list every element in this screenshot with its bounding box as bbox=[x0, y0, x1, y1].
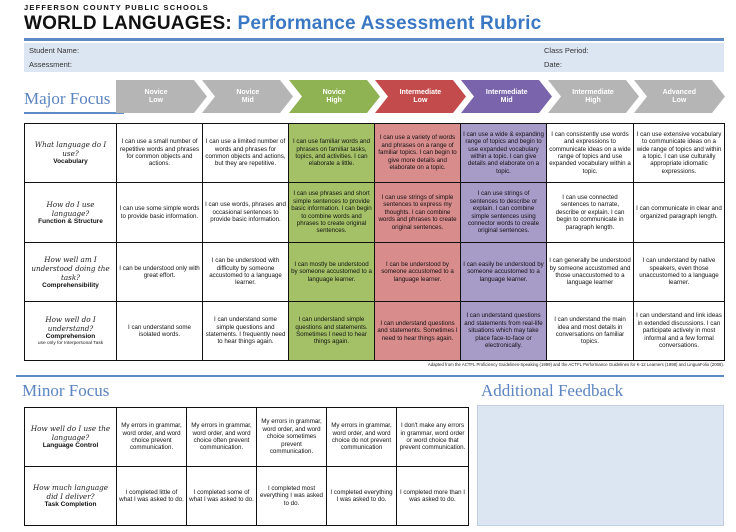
rubric-cell[interactable]: I can use familiar words and phrases on familiar tasks, topics, and activities. I can elaborate a little. bbox=[289, 124, 375, 183]
level-label bbox=[215, 89, 280, 105]
rubric-cell[interactable]: My errors in grammar, word order, and word choice prevent communication. bbox=[117, 408, 187, 467]
rubric-cell[interactable]: I can use a limited number of words and phrases for common objects and actions, but they are repetitive. bbox=[203, 124, 289, 183]
criterion-label: Function & Structure bbox=[38, 217, 103, 225]
title-sub: Performance Assessment Rubric bbox=[237, 13, 542, 34]
major-focus-table bbox=[24, 123, 725, 361]
rubric-cell[interactable]: My errors in grammar, word order, and word choice sometimes prevent communication. bbox=[257, 408, 327, 467]
criterion-question: How well do I use the language? bbox=[30, 424, 111, 442]
rubric-cell[interactable]: I can use connected sentences to narrate, describe or explain. I can begin to communicate in paragraph length. bbox=[547, 183, 634, 243]
rubric-cell[interactable]: I completed most everything I was asked to do. bbox=[257, 467, 327, 526]
source-note: Adapted from the ACTFL Proficiency Guidelines-Speaking (1999) and the ACTFL Performance Guidelines for K-12 Learners (1998) and LinguaFolio (2008). bbox=[427, 362, 724, 367]
level-arrow-6 bbox=[634, 80, 725, 113]
rubric-cell[interactable]: I can understand questions and statements from real-life situations which may take place face-to-face or electronically. bbox=[461, 302, 547, 361]
level-label-line1: Novice bbox=[144, 89, 168, 96]
rubric-cell[interactable]: My errors in grammar, word order, and word choice often prevent communication. bbox=[187, 408, 257, 467]
level-label bbox=[388, 89, 453, 105]
student-info-box bbox=[24, 43, 724, 72]
criterion-question: How much language did I deliver? bbox=[33, 483, 108, 501]
rubric-cell[interactable]: I can generally be understood by someone accustomed and those unaccustomed to a language learner bbox=[547, 243, 634, 302]
table-row bbox=[25, 183, 725, 243]
minor-focus-heading: Minor Focus bbox=[22, 381, 110, 400]
criterion-note: use only for Interpersonal Task bbox=[37, 341, 104, 346]
assessment-label: Assessment: bbox=[29, 60, 72, 69]
rubric-cell[interactable]: I can use strings of simple sentences to express my thoughts. I can combine words and phrases to create original sentences. bbox=[375, 183, 461, 243]
table-row bbox=[25, 124, 725, 183]
level-arrow-3 bbox=[375, 80, 466, 113]
rubric-cell[interactable]: I can easily be understood by someone accustomed to a language learner. bbox=[461, 243, 547, 302]
rubric-cell[interactable]: I can understand by native speakers, even those unaccustomed to a language learner. bbox=[634, 243, 725, 302]
criterion-question: How well am I understood doing the task? bbox=[31, 254, 110, 282]
criterion-label: Task Completion bbox=[44, 501, 97, 508]
criterion-cell bbox=[25, 408, 117, 467]
level-label-line1: Novice bbox=[236, 89, 260, 96]
bottom-rule bbox=[16, 375, 724, 377]
district-name: JEFFERSON COUNTY PUBLIC SCHOOLS bbox=[24, 3, 209, 12]
rubric-cell[interactable]: I can be understood by someone accustomed to a language learner. bbox=[375, 243, 461, 302]
major-focus-heading: Major Focus bbox=[24, 89, 111, 108]
student-name-label: Student Name: bbox=[29, 46, 80, 55]
criterion-cell bbox=[25, 183, 117, 243]
rubric-cell[interactable]: I can use a variety of words and phrases on a range of familiar topics. I can begin to give more details and elaborate on a topic. bbox=[375, 124, 461, 183]
level-label-line2: Mid bbox=[241, 97, 254, 104]
level-label bbox=[647, 89, 712, 105]
level-label-line2: Low bbox=[672, 97, 687, 104]
rubric-cell[interactable]: I don't make any errors in grammar, word order or word choice that prevent communication. bbox=[397, 408, 469, 467]
level-label-line1: Advanced bbox=[662, 89, 697, 96]
rubric-cell[interactable]: I can consistently use words and expressions to communicate ideas on a wide range of topics and use expanded vocabulary within a topic. bbox=[547, 124, 634, 183]
criterion-label: Comprehensibility bbox=[42, 281, 99, 289]
criterion-cell bbox=[25, 467, 117, 526]
level-arrow-2 bbox=[289, 80, 380, 113]
rubric-cell[interactable]: I completed some of what I was asked to do. bbox=[187, 467, 257, 526]
criterion-cell bbox=[25, 302, 117, 361]
level-arrow-5 bbox=[548, 80, 639, 113]
criterion-label: Vocabulary bbox=[53, 158, 88, 165]
additional-feedback-heading: Additional Feedback bbox=[481, 381, 624, 400]
rubric-cell[interactable]: I can communicate in clear and organized paragraph length. bbox=[634, 183, 725, 243]
level-label-line2: Low bbox=[149, 97, 163, 104]
level-arrow-0 bbox=[116, 80, 207, 113]
minor-focus-table bbox=[24, 407, 469, 526]
level-label-line1: Intermediate bbox=[399, 89, 442, 96]
table-row bbox=[25, 408, 469, 467]
criterion-cell bbox=[25, 243, 117, 302]
level-label-line1: Intermediate bbox=[485, 89, 528, 96]
rubric-cell[interactable]: I can use some simple words to provide basic information. bbox=[117, 183, 203, 243]
criterion-label: Language Control bbox=[42, 442, 99, 449]
rubric-cell[interactable]: I can use words, phrases and occasional sentences to provide basic information. bbox=[203, 183, 289, 243]
rubric-cell[interactable]: I can understand the main idea and most details in conversations on familiar topics. bbox=[547, 302, 634, 361]
table-row bbox=[25, 467, 469, 526]
rubric-cell[interactable]: I completed little of what I was asked to do. bbox=[117, 467, 187, 526]
criterion-question: How well do I understand? bbox=[45, 315, 96, 333]
rubric-cell[interactable]: I can use extensive vocabulary to communicate ideas on a wide range of topics and within a topic. I can use culturally appropriate idiomatic expressions. bbox=[634, 124, 725, 183]
level-label-line2: High bbox=[585, 97, 601, 104]
rubric-cell[interactable]: I can use a wide & expanding range of topics and begin to use expanded vocabulary within a topic. I can give details and elaborate on a topic. bbox=[461, 124, 547, 183]
level-label-line1: Novice bbox=[322, 89, 346, 96]
date-label: Date: bbox=[544, 60, 562, 69]
criterion-cell bbox=[25, 124, 117, 183]
rubric-cell[interactable]: I completed everything I was asked to do. bbox=[327, 467, 397, 526]
rubric-cell[interactable]: I can use phrases and short simple sentences to provide basic information. I can begin to combine words and phrases to create original sentences. bbox=[289, 183, 375, 243]
header-rule bbox=[24, 38, 724, 41]
rubric-cell[interactable]: My errors in grammar, word order, and word choice do not prevent communication bbox=[327, 408, 397, 467]
major-focus-rule bbox=[24, 112, 124, 114]
level-label-line2: Low bbox=[413, 97, 428, 104]
rubric-cell[interactable]: I can understand simple questions and statements. Sometimes I need to hear things again. bbox=[289, 302, 375, 361]
level-label bbox=[118, 89, 194, 105]
rubric-cell[interactable]: I can use a small number of repetitive words and phrases for common objects and actions. bbox=[117, 124, 203, 183]
title-main: WORLD LANGUAGES: bbox=[24, 13, 232, 34]
criterion-question: What language do I use? bbox=[34, 140, 107, 158]
rubric-cell[interactable]: I can be understood with difficulty by someone accustomed to a language learner. bbox=[203, 243, 289, 302]
class-period-label: Class Period: bbox=[544, 46, 589, 55]
additional-feedback-box[interactable] bbox=[477, 405, 724, 526]
rubric-cell[interactable]: I can understand questions and statements. Sometimes I need to hear things again. bbox=[375, 302, 461, 361]
table-row bbox=[25, 302, 725, 361]
page-title bbox=[24, 13, 541, 35]
level-label-line2: High bbox=[326, 97, 342, 104]
rubric-cell[interactable]: I can understand some simple questions and statements. I frequently need to hear things again. bbox=[203, 302, 289, 361]
rubric-cell[interactable]: I can understand and link ideas in extended discussions. I can participate actively in most informal and a few formal conversations. bbox=[634, 302, 725, 361]
level-label bbox=[561, 89, 626, 105]
rubric-cell[interactable]: I can understand some isolated words. bbox=[117, 302, 203, 361]
level-arrow-1 bbox=[202, 80, 293, 113]
level-label bbox=[474, 89, 539, 105]
level-label bbox=[302, 89, 367, 105]
criterion-question: How do I use language? bbox=[46, 199, 95, 218]
rubric-cell[interactable]: I can use strings of sentences to describe or explain. I can combine simple sentences using connector words to create original sentences. bbox=[461, 183, 547, 243]
table-row bbox=[25, 243, 725, 302]
criterion-label: Comprehension bbox=[45, 333, 96, 340]
rubric-cell[interactable]: I can mostly be understood by someone accustomed to a language learner. bbox=[289, 243, 375, 302]
rubric-cell[interactable]: I completed more than I was asked to do. bbox=[397, 467, 469, 526]
level-label-line2: Mid bbox=[500, 97, 513, 104]
level-arrow-4 bbox=[461, 80, 552, 113]
rubric-cell[interactable]: I can be understood only with great effort. bbox=[117, 243, 203, 302]
level-label-line1: Intermediate bbox=[572, 89, 614, 96]
